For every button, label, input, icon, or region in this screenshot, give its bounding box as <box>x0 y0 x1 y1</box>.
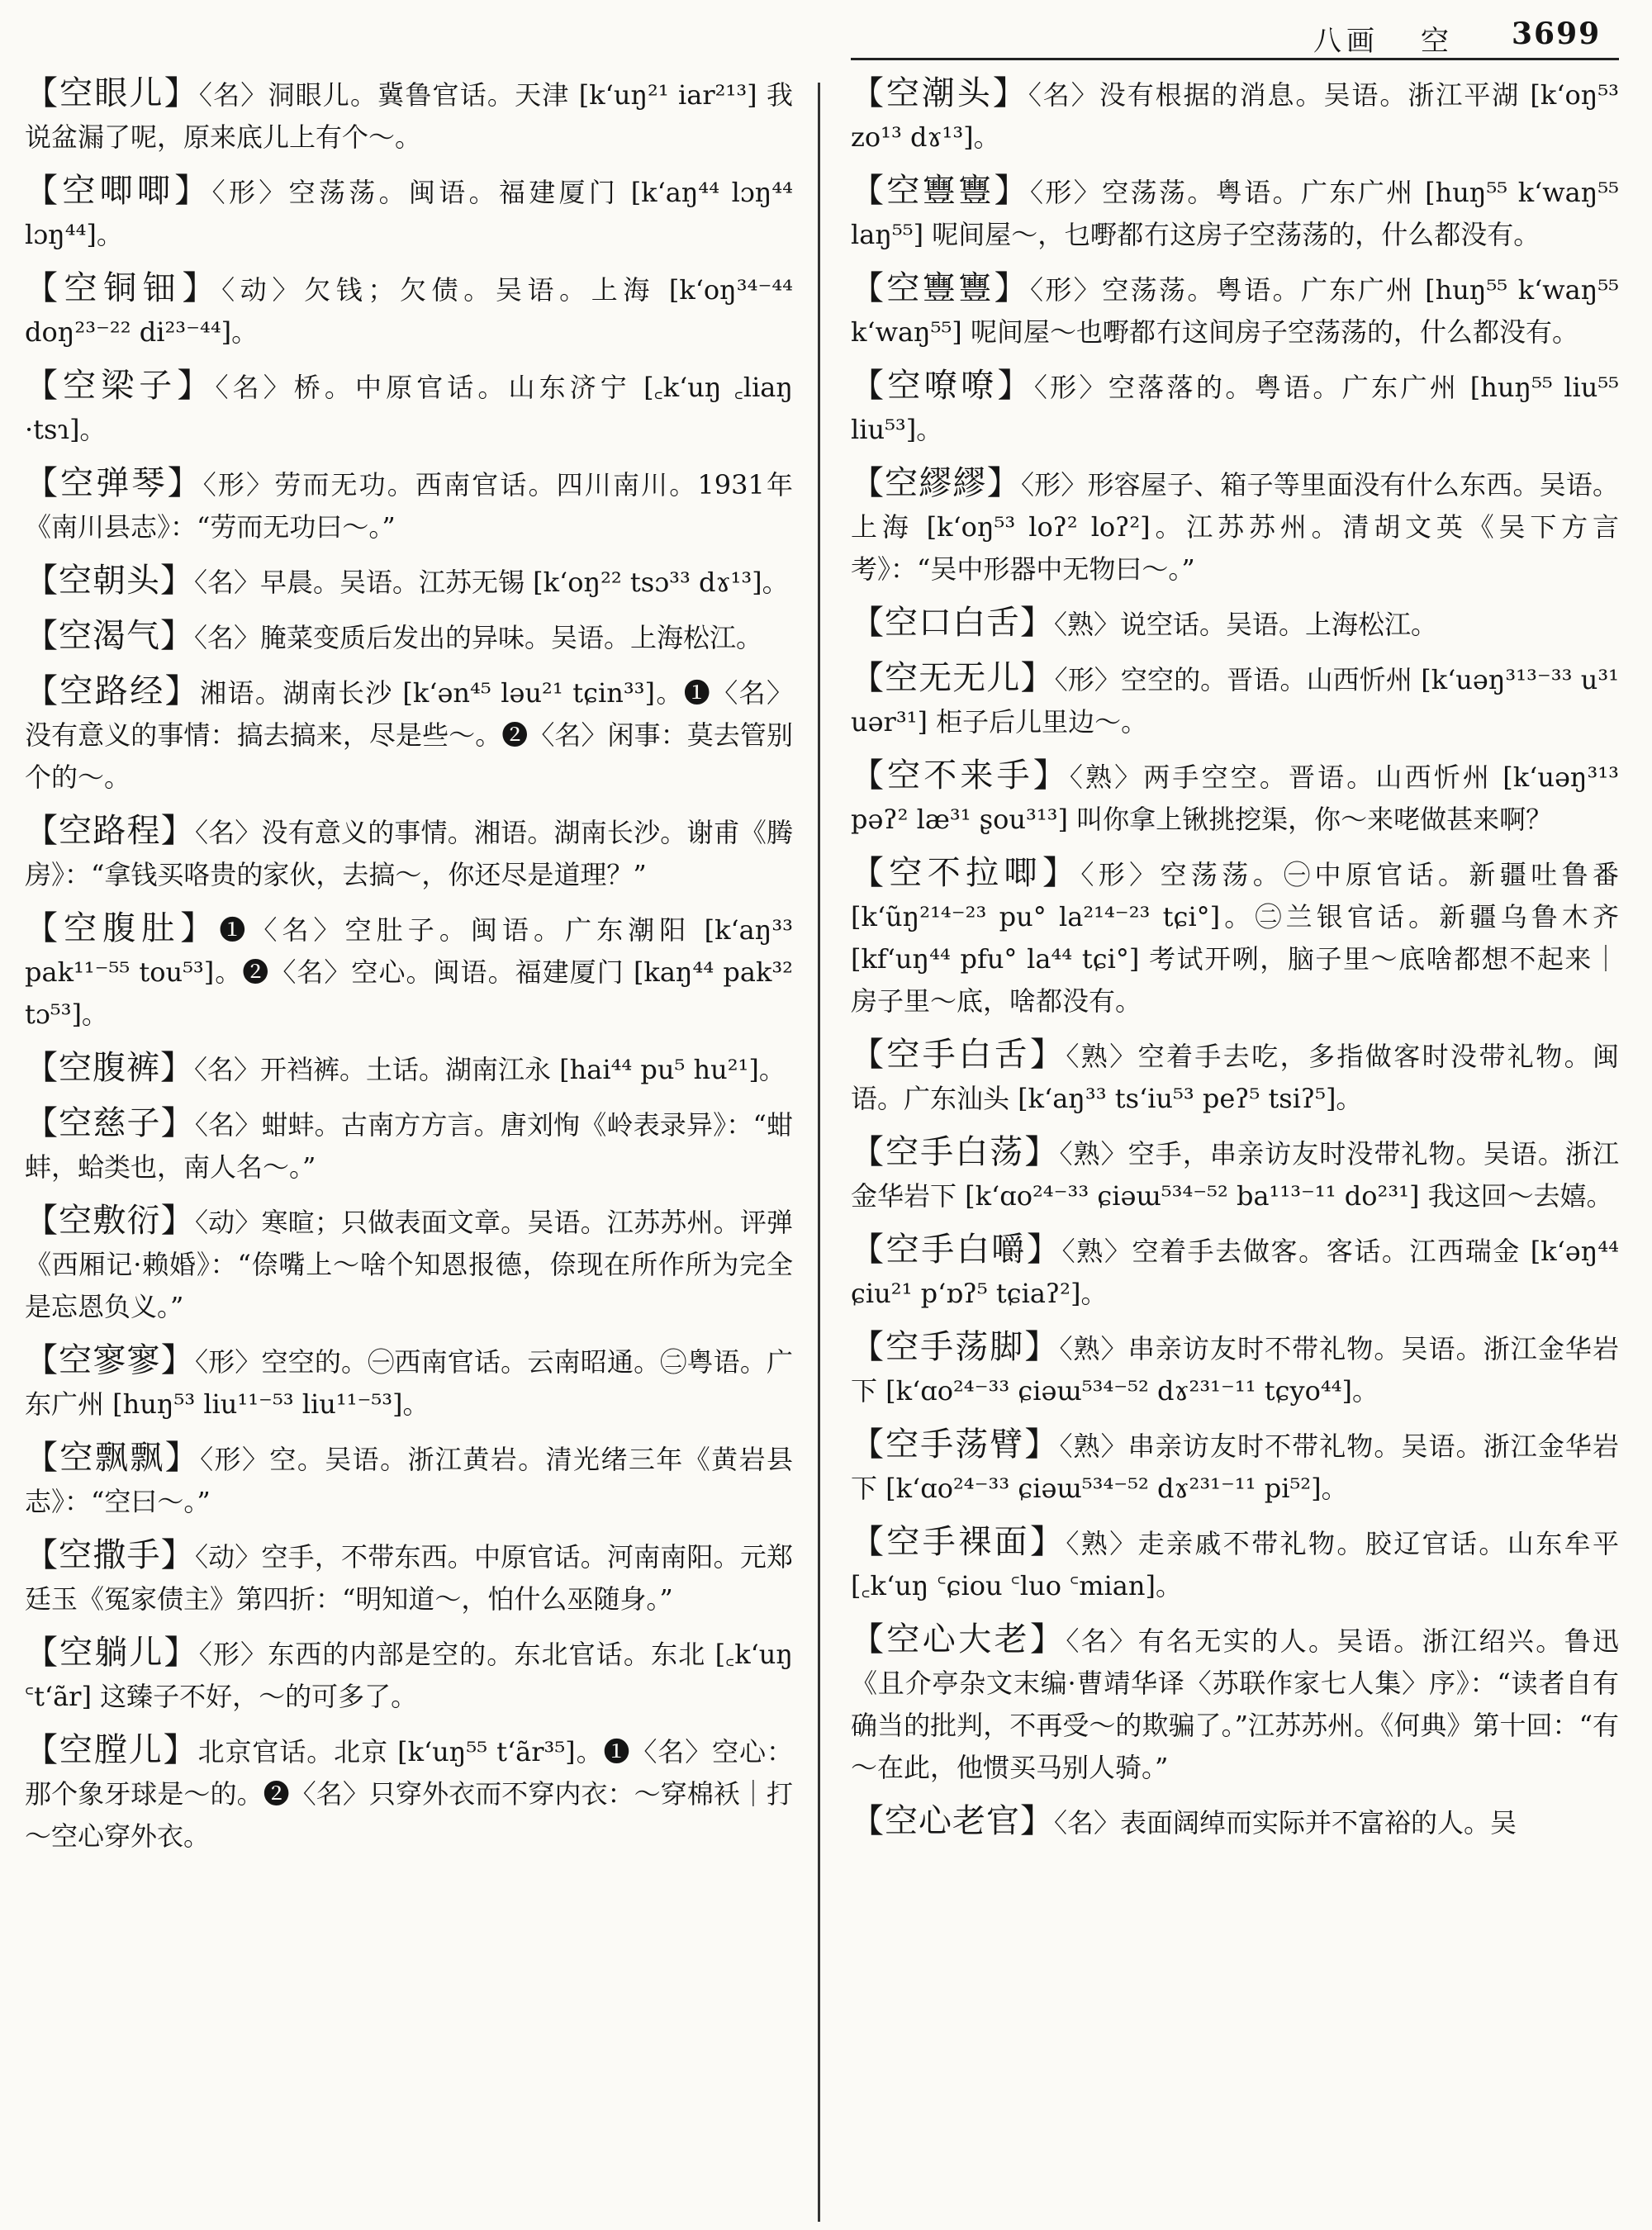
entry-headword: 【空飘飘】 <box>25 1439 201 1477</box>
entry-definition: 〈名〉腌菜变质后发出的异味。吴语。上海松江。 <box>194 622 763 653</box>
dictionary-entry <box>851 602 1619 646</box>
entry-definition: 〈形〉空荡荡。粤语。广东广州 [huŋ⁵⁵ kʻwaŋ⁵⁵ kʻwaŋ⁵⁵] 呢间屋～也嘢都冇这间房子空荡荡的，什么都没有。 <box>851 274 1619 348</box>
entry-definition: 〈熟〉两手空空。晋语。山西忻州 [kʻuəŋ³¹³ pəʔ² læ³¹ ʂou³¹³] 叫你拿上锹挑挖渠，你～来咾做甚来啊？ <box>851 762 1619 835</box>
dictionary-entry <box>851 1801 1619 1844</box>
entry-definition: 〈形〉东西的内部是空的。东北官话。东北 [꜀kʻuŋ ꜂tʻãr] 这臻子不好，～的可多了。 <box>25 1639 793 1712</box>
entry-headword: 【空手白舌】 <box>851 1036 1066 1074</box>
entry-definition: 〈形〉劳而无功。西南官话。四川南川。1931年《南川县志》：“劳而无功曰～。” <box>25 469 793 543</box>
dictionary-entry <box>25 268 793 353</box>
entry-definition: 〈动〉欠钱；欠债。吴语。上海 [kʻoŋ³⁴⁻⁴⁴ doŋ²³⁻²² di²³⁻⁴⁴]。 <box>25 274 793 348</box>
dictionary-entry <box>851 1132 1619 1217</box>
dictionary-entry <box>25 170 793 256</box>
entry-definition: 〈名〉早晨。吴语。江苏无锡 [kʻoŋ²² tsɔ³³ dɤ¹³]。 <box>194 567 789 598</box>
entry-definition: ❶〈名〉空肚子。闽语。广东潮阳 [kʻaŋ³³ pak¹¹⁻⁵⁵ tou⁵³]。❷〈名〉空心。闽语。福建厦门 [kaŋ⁴⁴ pak³² tɔ⁵³]。 <box>25 914 793 1030</box>
entry-headword: 【空嘹嘹】 <box>851 367 1034 405</box>
entry-headword: 【空口白舌】 <box>851 604 1054 642</box>
dictionary-entry <box>25 615 793 659</box>
entry-headword: 【空繆繆】 <box>851 464 1021 502</box>
entry-definition: 〈熟〉空手，串亲访友时没带礼物。吴语。浙江金华岩下 [kʻɑo²⁴⁻³³ ɕiəɯ⁵³⁴⁻⁵² ba¹¹³⁻¹¹ do²³¹] 我这回～去嬉。 <box>851 1138 1619 1212</box>
dictionary-entry <box>851 365 1619 451</box>
dictionary-entry <box>25 1200 793 1328</box>
entry-definition: 〈形〉空荡荡。㊀中原官话。新疆吐鲁番 [kʻũŋ²¹⁴⁻²³ pu° la²¹⁴⁻²³ tɕi°]。㊁兰银官话。新疆乌鲁木齐 [kfʻuŋ⁴⁴ pfu° la⁴⁴ tɕi°] 考试开咧，脑子里～底啥都想不起来｜房子里～底，啥都没有。 <box>851 859 1619 1017</box>
entry-definition: 〈名〉蚶蚌。古南方方言。唐刘恂《岭表录异》：“蚶蚌，蛤类也，南人名～。” <box>25 1109 793 1183</box>
entry-headword: 【空唧唧】 <box>25 172 212 210</box>
dictionary-entry <box>25 1437 793 1523</box>
entry-definition: 〈名〉开裆裤。土话。湖南江永 [hai⁴⁴ pu⁵ hu²¹]。 <box>194 1054 786 1085</box>
entry-headword: 【空铜钿】 <box>25 269 222 307</box>
entry-headword: 【空路经】 <box>25 672 201 710</box>
entry-headword: 【空手荡脚】 <box>851 1328 1060 1366</box>
dictionary-entry <box>25 560 793 604</box>
entry-headword: 【空朝头】 <box>25 562 194 600</box>
entry-definition: 〈形〉空空的。㊀西南官话。云南昭通。㊁粤语。广东广州 [huŋ⁵³ liu¹¹⁻⁵³ liu¹¹⁻⁵³]。 <box>25 1346 793 1420</box>
dictionary-entry <box>851 852 1619 1022</box>
entry-definition: 〈动〉寒暄；只做表面文章。吴语。江苏苏州。评弹《西厢记·赖婚》：“倷嘴上～啥个知恩报德，倷现在所作所为完全是忘恩负义。” <box>25 1207 793 1322</box>
entry-definition: 〈形〉空。吴语。浙江黄岩。清光绪三年《黄岩县志》：“空曰～。” <box>25 1444 793 1517</box>
entry-headword: 【空路程】 <box>25 812 195 850</box>
dictionary-entry <box>25 463 793 548</box>
dictionary-entry <box>25 365 793 451</box>
entry-headword: 【空心大老】 <box>851 1620 1066 1658</box>
entry-headword: 【空无无儿】 <box>851 659 1055 697</box>
entry-definition: 〈名〉表面阔绰而实际并不富裕的人。吴 <box>1054 1807 1517 1839</box>
entry-definition: 〈名〉没有根据的消息。吴语。浙江平湖 [kʻoŋ⁵³ zo¹³ dɤ¹³]。 <box>851 79 1619 153</box>
dictionary-entry <box>25 908 793 1036</box>
dictionary-entry <box>851 268 1619 353</box>
entry-headword: 【空手荡臂】 <box>851 1426 1060 1464</box>
entry-definition: 〈形〉形容屋子、箱子等里面没有什么东西。吴语。上海 [kʻoŋ⁵³ loʔ² loʔ²]。江苏苏州。清胡文英《吴下方言考》：“吴中形器中无物曰～。” <box>851 469 1619 585</box>
dictionary-entry <box>851 463 1619 591</box>
dictionary-entry <box>851 1619 1619 1789</box>
dictionary-entry <box>25 1535 793 1620</box>
entry-definition: 〈名〉桥。中原官话。山东济宁 [꜀kʻuŋ ꜀liaŋ ·tsɿ]。 <box>25 372 793 445</box>
dictionary-entry <box>851 1034 1619 1120</box>
entry-definition: 〈熟〉串亲访友时不带礼物。吴语。浙江金华岩下 [kʻɑo²⁴⁻³³ ɕiəɯ⁵³⁴⁻⁵² dɤ²³¹⁻¹¹ pi⁵²]。 <box>851 1431 1619 1504</box>
entry-definition: 〈名〉洞眼儿。冀鲁官话。天津 [kʻuŋ²¹ iar²¹³] 我说盆漏了呢，原来底儿上有个～。 <box>25 79 793 153</box>
entry-definition: 〈熟〉走亲戚不带礼物。胶辽官话。山东牟平 [꜀kʻuŋ ꜂ɕiou ꜂luo ꜂mian]。 <box>851 1528 1619 1601</box>
dictionary-entry <box>851 1521 1619 1607</box>
dictionary-entry <box>851 1229 1619 1315</box>
dictionary-entry <box>25 1340 793 1426</box>
entry-headword: 【空寷寷】 <box>851 172 1030 210</box>
entry-definition: 〈形〉空荡荡。闽语。福建厦门 [kʻaŋ⁴⁴ lɔŋ⁴⁴ lɔŋ⁴⁴]。 <box>25 177 793 250</box>
right-column <box>851 73 1619 2220</box>
dictionary-entry <box>851 657 1619 743</box>
entry-headword: 【空手白嚼】 <box>851 1231 1062 1269</box>
left-column <box>25 73 793 2220</box>
entry-headword: 【空慈子】 <box>25 1104 195 1142</box>
dictionary-entry <box>25 73 793 159</box>
dictionary-entry <box>25 1632 793 1718</box>
entry-headword: 【空腹裤】 <box>25 1049 194 1087</box>
entry-definition: 〈名〉有名无实的人。吴语。浙江绍兴。鲁迅《且介亭杂文末编·曹靖华译〈苏联作家七人集〉序》：“读者自有确当的批判，不再受～的欺骗了。”江苏苏州。《何典》第十回：“有～在此，他惯买马别人骑。” <box>851 1625 1619 1783</box>
page-number: 3699 <box>1512 17 1602 51</box>
entry-headword: 【空手白荡】 <box>851 1133 1060 1171</box>
dictionary-entry <box>25 1103 793 1189</box>
entry-headword: 【空敷衍】 <box>25 1202 195 1240</box>
column-divider <box>818 83 820 2222</box>
dictionary-entry <box>851 755 1619 841</box>
entry-headword: 【空寥寥】 <box>25 1341 195 1379</box>
entry-headword: 【空潮头】 <box>851 74 1028 112</box>
dictionary-entry <box>25 1047 793 1091</box>
entry-definition: 〈形〉空空的。晋语。山西忻州 [kʻuəŋ³¹³⁻³³ u³¹ uər³¹] 柜子后儿里边～。 <box>851 664 1619 738</box>
entry-headword: 【空梁子】 <box>25 367 216 405</box>
entry-definition: 〈动〉空手，不带东西。中原官话。河南南阳。元郑廷玉《冤家债主》第四折：“明知道～，怕什么巫随身。” <box>25 1541 793 1615</box>
entry-headword: 【空渴气】 <box>25 617 194 655</box>
section-label: 八画 <box>1313 25 1379 58</box>
dictionary-entry <box>851 73 1619 159</box>
page-header <box>851 0 1619 60</box>
entry-headword: 【空眼儿】 <box>25 74 199 112</box>
entry-headword: 【空寷寷】 <box>851 269 1030 307</box>
entry-headword: 【空弹琴】 <box>25 464 203 502</box>
dictionary-entry <box>25 810 793 896</box>
entry-headword: 【空膛儿】 <box>25 1731 198 1769</box>
dictionary-entry <box>851 1424 1619 1510</box>
entry-definition: 〈熟〉空着手去做客。客话。江西瑞金 [kʻəŋ⁴⁴ ɕiu²¹ pʻɒʔ⁵ tɕiaʔ²]。 <box>851 1236 1619 1309</box>
entry-headword: 【空躺儿】 <box>25 1634 199 1672</box>
entry-definition: 〈名〉没有意义的事情。湘语。湖南长沙。谢甫《腾房》：“拿钱买咯贵的家伙，去搞～，你还尽是道理？” <box>25 817 793 890</box>
entry-definition: 〈熟〉空着手去吃，多指做客时没带礼物。闽语。广东汕头 [kʻaŋ³³ tsʻiu⁵³ peʔ⁵ tsiʔ⁵]。 <box>851 1041 1619 1114</box>
dictionary-entry <box>851 170 1619 256</box>
entry-definition: 北京官话。北京 [kʻuŋ⁵⁵ tʻãr³⁵]。❶〈名〉空心：那个象牙球是～的。❷〈名〉只穿外衣而不穿内衣：～穿棉袄｜打～空心穿外衣。 <box>25 1736 793 1852</box>
dictionary-entry <box>25 671 793 799</box>
entry-definition: 〈形〉空落落的。粤语。广东广州 [huŋ⁵⁵ liu⁵⁵ liu⁵³]。 <box>851 372 1619 445</box>
entry-headword: 【空撒手】 <box>25 1536 195 1574</box>
entry-definition: 〈熟〉说空话。吴语。上海松江。 <box>1054 609 1438 640</box>
header-character: 空 <box>1421 25 1449 58</box>
dictionary-entry <box>851 1326 1619 1412</box>
entry-definition: 湘语。湖南长沙 [kʻən⁴⁵ ləu²¹ tɕin³³]。❶〈名〉没有意义的事情：搞去搞来，尽是些～。❷〈名〉闲事：莫去管别个的～。 <box>25 677 793 793</box>
entry-headword: 【空腹肚】 <box>25 909 220 947</box>
entry-definition: 〈形〉空荡荡。粤语。广东广州 [huŋ⁵⁵ kʻwaŋ⁵⁵ laŋ⁵⁵] 呢间屋～，乜嘢都冇这房子空荡荡的，什么都没有。 <box>851 177 1619 250</box>
entry-headword: 【空不来手】 <box>851 757 1070 795</box>
entry-headword: 【空不拉唧】 <box>851 854 1081 892</box>
entry-headword: 【空心老官】 <box>851 1802 1054 1840</box>
dictionary-entry <box>25 1729 793 1858</box>
entry-headword: 【空手裸面】 <box>851 1523 1066 1561</box>
entry-definition: 〈熟〉串亲访友时不带礼物。吴语。浙江金华岩下 [kʻɑo²⁴⁻³³ ɕiəɯ⁵³⁴⁻⁵² dɤ²³¹⁻¹¹ tɕyo⁴⁴]。 <box>851 1333 1619 1407</box>
